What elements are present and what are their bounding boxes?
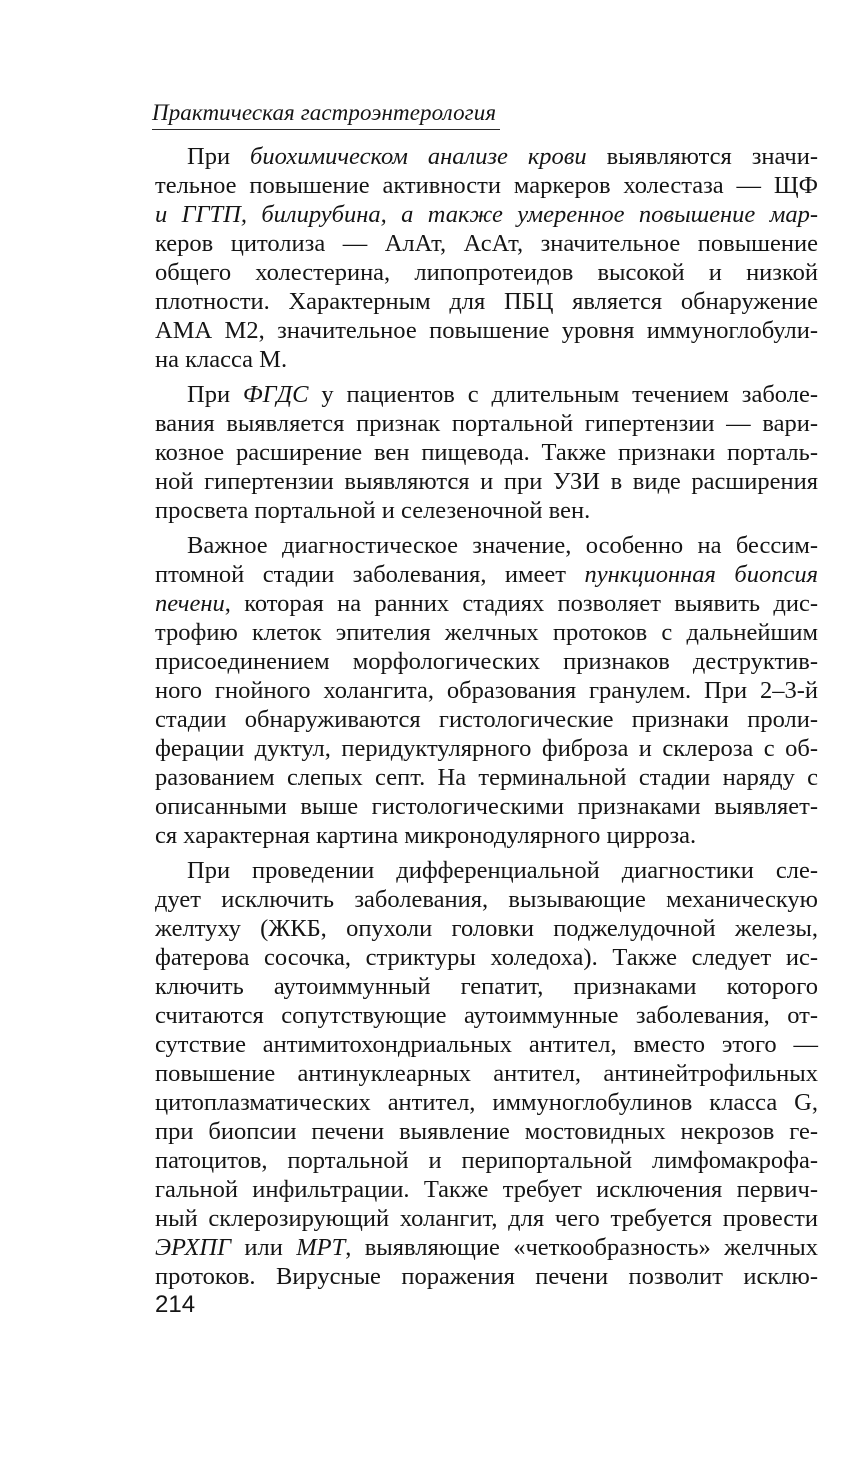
italic-run: ЭРХПГ [155,1234,232,1261]
text-run: стадии обнаруживаются гистологические признаки проли- [155,706,818,733]
text-run: Важное диагностическое значение, особенно на бессим- [187,532,818,559]
text-run: , выявляющие «четкообразность» желчных [345,1234,818,1261]
text-line [155,914,818,943]
text-line [155,792,818,821]
text-run: описанными выше гистологическими признаками выявляет- [155,793,818,820]
text-run: гальной инфильтрации. Также требует исключения первич- [155,1176,818,1203]
running-head: Практическая гастроэнтерология [152,98,500,130]
text-run: При [187,143,250,170]
text-run: у пациентов с длительным течением заболе- [308,381,818,408]
text-line [155,380,818,409]
paragraph [155,856,818,1291]
text-run: дует исключить заболевания, вызывающие механическую [155,886,818,913]
text-line [155,316,818,345]
page-number: 214 [155,1291,196,1318]
text-line [155,1001,818,1030]
text-line [155,1088,818,1117]
paragraph [155,142,818,374]
italic-run: ФГДС [242,381,309,408]
text-run: желтуху (ЖКБ, опухоли головки поджелудочной железы, [155,915,818,942]
text-line [155,589,818,618]
text-run: считаются сопутствующие аутоиммунные заболевания, от- [155,1002,818,1029]
text-run: ключить аутоиммунный гепатит, признаками которого [155,973,818,1000]
text-line [155,496,818,525]
text-line [155,229,818,258]
text-run: сутствие антимитохондриальных антител, вместо этого — [155,1031,818,1058]
text-run: на класса М. [155,346,288,373]
italic-run: и ГГТП, билирубина, а также умеренное повышение мар- [155,201,818,228]
text-line [155,171,818,200]
text-run: При проведении дифференциальной диагностики сле- [187,857,818,884]
text-line [155,821,818,850]
text-run: тельное повышение активности маркеров холестаза — ЩФ [155,172,818,199]
text-run: ся характерная картина микронодулярного цирроза. [155,822,697,849]
italic-run: биохимическом анализе крови [250,143,587,170]
text-run: ный склерозирующий холангит, для чего требуется провести [155,1205,818,1232]
text-run: плотности. Характерным для ПБЦ является обнаружение [155,288,818,315]
text-line [155,287,818,316]
body-text [155,142,818,1291]
text-run: или [231,1234,297,1261]
text-run: птомной стадии заболевания, имеет [155,561,585,588]
text-run: АМА М2, значительное повышение уровня иммуноглобули- [155,317,818,344]
text-line [155,200,818,229]
text-run: ного гнойного холангита, образования гранулем. При 2–3-й [155,677,818,704]
text-line [155,258,818,287]
text-line [155,1146,818,1175]
text-line [155,943,818,972]
text-line [155,885,818,914]
text-line [155,618,818,647]
text-run: патоцитов, портальной и перипортальной лимфомакрофа- [155,1147,818,1174]
text-line [155,1233,818,1262]
text-line [155,409,818,438]
italic-run: печени [155,590,225,617]
text-run: вания выявляется признак портальной гипертензии — вари- [155,410,818,437]
text-line [155,1204,818,1233]
text-line [155,438,818,467]
text-line [155,705,818,734]
text-run: козное расширение вен пищевода. Также признаки порталь- [155,439,818,466]
text-line [155,763,818,792]
italic-run: пункционная биопсия [584,561,818,588]
text-line [155,734,818,763]
text-run: трофию клеток эпителия желчных протоков с дальнейшим [155,619,818,646]
text-line [155,1117,818,1146]
text-line [155,1030,818,1059]
text-run: присоединением морфологических признаков деструктив- [155,648,818,675]
text-run: разованием слепых септ. На терминальной стадии наряду с [155,764,818,791]
paragraph [155,380,818,525]
text-line [155,1175,818,1204]
text-run: фатерова сосочка, стриктуры холедоха). Также следует ис- [155,944,818,971]
text-run: ферации дуктул, перидуктулярного фиброза и склероза с об- [155,735,818,762]
text-run: повышение антинуклеарных антител, антинейтрофильных [155,1060,818,1087]
text-run: , которая на ранних стадиях позволяет выявить дис- [224,590,818,617]
text-run: При [187,381,243,408]
text-line [155,531,818,560]
text-line [155,676,818,705]
text-run: ной гипертензии выявляются и при УЗИ в виде расширения [155,468,818,495]
text-line [155,1262,818,1291]
text-line [155,345,818,374]
text-run: протоков. Вирусные поражения печени позволит исклю- [155,1263,818,1290]
text-line [155,856,818,885]
paragraph [155,531,818,850]
text-line [155,467,818,496]
text-line [155,560,818,589]
italic-run: МРТ [296,1234,346,1261]
text-line [155,972,818,1001]
text-run: выявляются значи- [586,143,818,170]
text-run: просвета портальной и селезеночной вен. [155,497,591,524]
text-line [155,142,818,171]
text-line [155,1059,818,1088]
text-run: при биопсии печени выявление мостовидных некрозов ге- [155,1118,818,1145]
text-line [155,647,818,676]
text-run: цитоплазматических антител, иммуноглобулинов класса G, [155,1089,818,1116]
text-run: общего холестерина, липопротеидов высокой и низкой [155,259,818,286]
text-run: керов цитолиза — АлАт, АсАт, значительное повышение [155,230,818,257]
